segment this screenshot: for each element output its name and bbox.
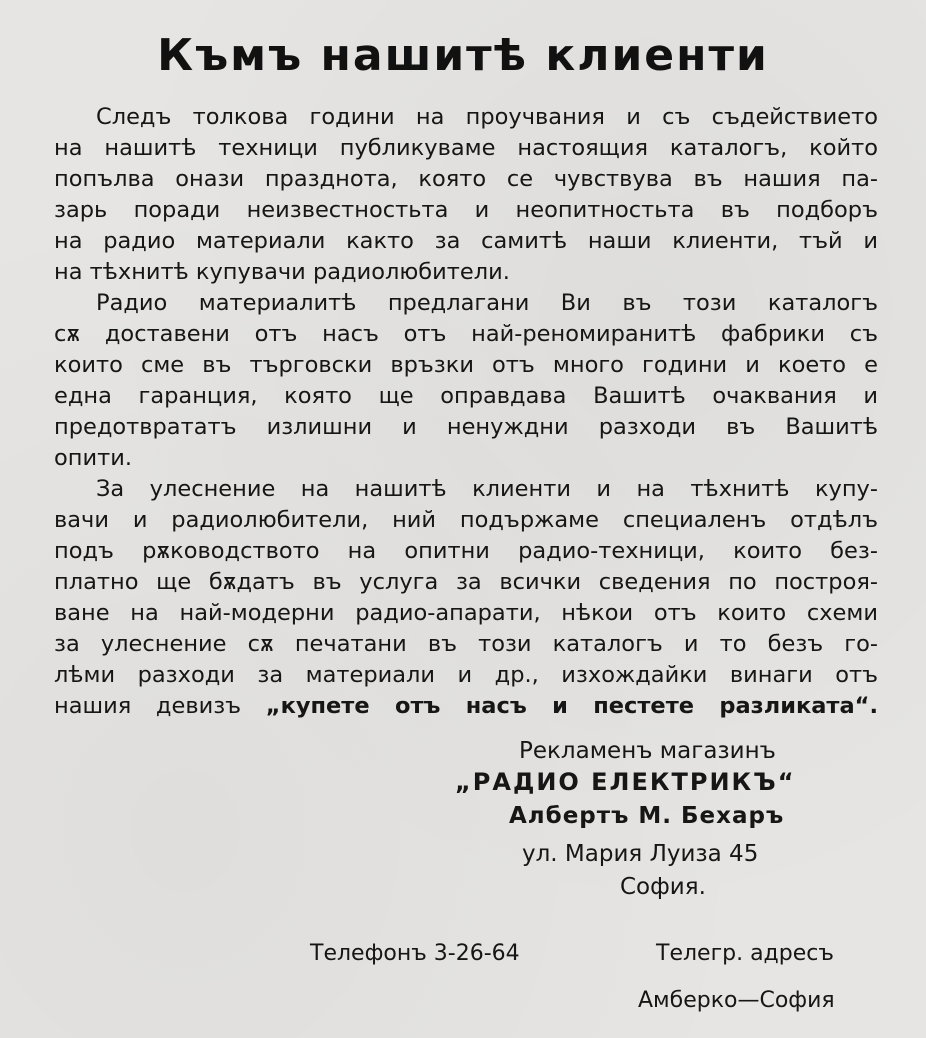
text-line: Радио материалитѣ предлагани Ви въ този каталогъ	[96, 290, 878, 316]
owner-name: Албертъ М. Бехаръ	[509, 803, 785, 829]
text-line: предотврататъ излишни и ненуждни разходи въ Вашитѣ	[54, 414, 878, 440]
text-line: Следъ толкова години на проучвания и съ съдействието	[96, 104, 878, 130]
text-line: попълва онази празднота, която се чувствува въ нашия па-	[54, 166, 878, 192]
text-line: на тѣхнитѣ купувачи радиолюбители.	[54, 259, 510, 285]
text-line: подъ рѫководството на опитни радио-техници, които без-	[54, 538, 878, 564]
street-address: ул. Мария Луиза 45	[522, 841, 759, 867]
text-line: на нашитѣ техници публикуваме настоящия каталогъ, който	[54, 135, 878, 161]
letter-body	[54, 102, 878, 722]
text-line: опити.	[54, 445, 132, 471]
text-line: вачи и радиолюбители, ний подържаме специаленъ отдѣлъ	[54, 507, 878, 533]
telegraph-address: Амберко—София	[638, 988, 835, 1013]
shop-name: „РАДИО ЕЛЕКТРИКЪ“	[455, 768, 796, 796]
text-line: ване на най-модерни радио-апарати, нѣкои отъ които схеми	[54, 600, 878, 626]
page-title: Къмъ нашитѣ клиенти	[157, 30, 769, 81]
slogan: „купете отъ насъ и пестете разликата“.	[265, 693, 878, 719]
closing-prefix: нашия девизъ	[54, 693, 266, 719]
shop-type: Рекламенъ магазинъ	[519, 738, 776, 764]
text-line: на радио материали както за самитѣ наши клиенти, тъй и	[54, 228, 878, 254]
city: София.	[620, 874, 706, 900]
text-line: зарь поради неизвестностьта и неопитностьта въ подборъ	[54, 197, 878, 223]
text-line: една гаранция, която ще оправдава Вашитѣ очаквания и	[54, 383, 878, 409]
text-line: платно ще бѫдатъ въ услуга за всички сведения по построя-	[54, 569, 878, 595]
text-line: за улеснение сѫ печатани въ този каталогъ и то безъ го-	[54, 631, 878, 657]
text-line: сѫ доставени отъ насъ отъ най-реномиранитѣ фабрики съ	[54, 321, 878, 347]
text-line: които сме въ търговски връзки отъ много години и което е	[54, 352, 878, 378]
closing-line	[54, 691, 878, 722]
text-line: лѣми разходи за материали и др., изхождайки винаги отъ	[54, 662, 878, 688]
text-line: За улеснение на нашитѣ клиенти и на тѣхнитѣ купу-	[96, 476, 878, 502]
phone-number: Телефонъ 3-26-64	[310, 941, 520, 966]
telegraph-label: Телегр. адресъ	[656, 941, 834, 966]
